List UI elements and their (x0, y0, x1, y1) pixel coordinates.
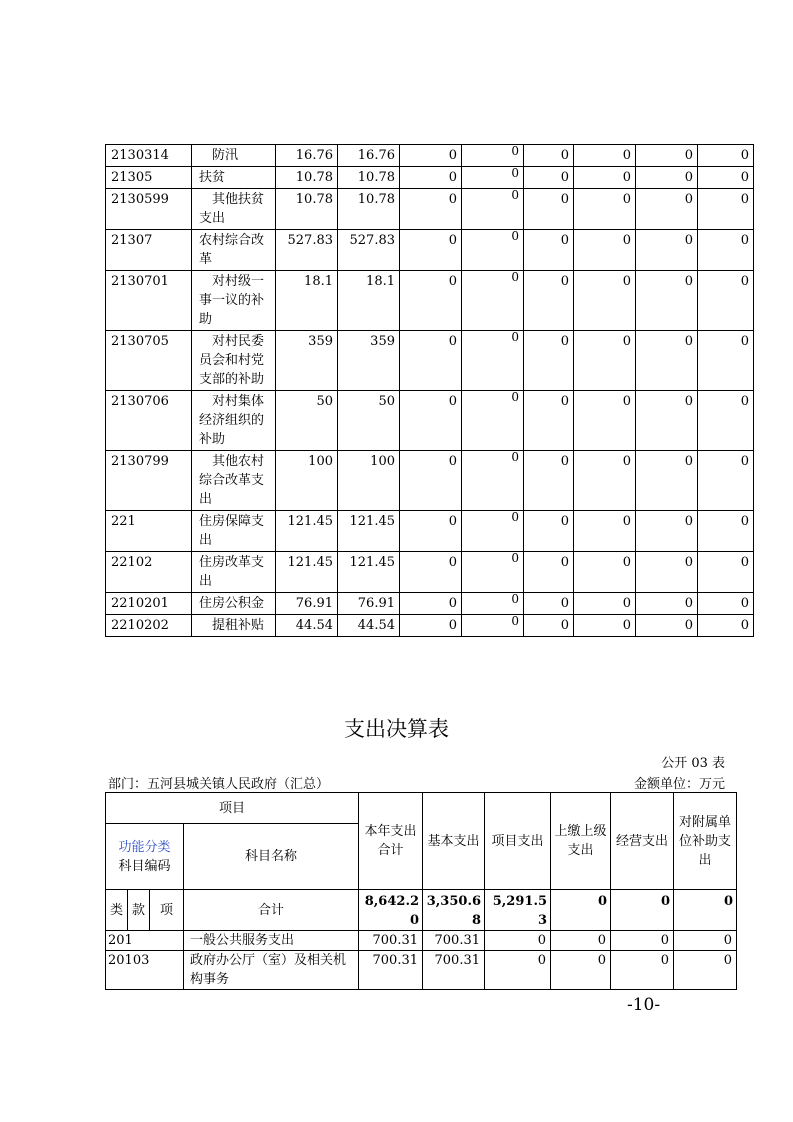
row-code: 2130701 (106, 271, 192, 331)
header-business: 经营支出 (611, 793, 674, 890)
row-subsidy: 0 (674, 931, 737, 951)
row-value: 0 (524, 511, 574, 552)
row-value: 0 (636, 189, 698, 230)
row-name: 提租补贴 (192, 615, 276, 637)
row-value: 0 (524, 271, 574, 331)
row-value-text: 0 (511, 510, 519, 524)
row-total: 10.78 (276, 167, 338, 189)
row-value: 0 (698, 167, 754, 189)
row-value: 0 (574, 271, 636, 331)
header-subsidy: 对附属单位补助支出 (674, 793, 737, 890)
table-row (106, 552, 754, 593)
row-value (462, 511, 524, 552)
row-project: 0 (400, 451, 462, 511)
row-project: 0 (485, 951, 551, 990)
row-value: 0 (574, 167, 636, 189)
table-row (106, 391, 754, 451)
header-kuan: 款 (128, 890, 150, 931)
row-value (462, 167, 524, 189)
row-code: 221 (106, 511, 192, 552)
row-value: 0 (524, 391, 574, 451)
row-value: 0 (698, 451, 754, 511)
row-code: 2210201 (106, 593, 192, 615)
row-project: 0 (400, 593, 462, 615)
row-name: 住房改革支出 (192, 552, 276, 593)
row-value: 0 (574, 552, 636, 593)
row-value: 0 (524, 230, 574, 271)
row-total: 76.91 (276, 593, 338, 615)
row-code: 22102 (106, 552, 192, 593)
row-name: 住房公积金 (192, 593, 276, 615)
row-name: 对村集体经济组织的补助 (192, 391, 276, 451)
row-value-text: 0 (511, 450, 519, 464)
total-label: 合计 (184, 890, 359, 931)
row-name: 对村民委员会和村党支部的补助 (192, 331, 276, 391)
row-value: 0 (524, 552, 574, 593)
row-total: 700.31 (359, 931, 423, 951)
header-function-class (106, 824, 184, 890)
row-total: 700.31 (359, 951, 423, 990)
row-code: 2130705 (106, 331, 192, 391)
row-code: 201 (106, 931, 184, 951)
row-code: 21305 (106, 167, 192, 189)
row-value: 0 (636, 230, 698, 271)
row-basic: 527.83 (338, 230, 400, 271)
row-total: 359 (276, 331, 338, 391)
row-value (462, 145, 524, 167)
row-subsidy: 0 (674, 951, 737, 990)
row-value: 0 (524, 145, 574, 167)
row-code: 2210202 (106, 615, 192, 637)
header-project: 项目支出 (485, 793, 551, 890)
row-total: 16.76 (276, 145, 338, 167)
table-row (106, 189, 754, 230)
row-value-text: 0 (511, 229, 519, 243)
row-basic: 700.31 (423, 931, 485, 951)
row-total: 18.1 (276, 271, 338, 331)
amount-unit-label: 金额单位：万元 (633, 777, 725, 792)
row-business: 0 (611, 931, 674, 951)
row-value: 0 (698, 511, 754, 552)
table-row (106, 271, 754, 331)
total-value: 0 (674, 890, 737, 931)
row-value: 0 (574, 615, 636, 637)
header-subject-name: 科目名称 (184, 824, 359, 890)
row-name: 住房保障支出 (192, 511, 276, 552)
row-value-text: 0 (511, 270, 519, 284)
row-project: 0 (400, 145, 462, 167)
header-total: 本年支出合计 (359, 793, 423, 890)
row-project: 0 (400, 552, 462, 593)
row-value-text: 0 (511, 144, 519, 158)
row-value-text: 0 (511, 551, 519, 565)
row-value: 0 (698, 615, 754, 637)
row-project: 0 (485, 931, 551, 951)
row-project: 0 (400, 391, 462, 451)
row-basic: 100 (338, 451, 400, 511)
row-basic: 10.78 (338, 167, 400, 189)
row-code: 2130599 (106, 189, 192, 230)
row-value (462, 391, 524, 451)
row-name: 防汛 (192, 145, 276, 167)
row-value: 0 (574, 593, 636, 615)
row-total: 121.45 (276, 511, 338, 552)
row-code: 21307 (106, 230, 192, 271)
row-value: 0 (574, 511, 636, 552)
row-code: 20103 (106, 951, 184, 990)
row-value: 0 (698, 391, 754, 451)
row-project: 0 (400, 615, 462, 637)
table-row (106, 511, 754, 552)
total-value: 5,291.53 (485, 890, 551, 931)
header-subject-code-label: 科目编码 (118, 858, 171, 874)
row-value: 0 (574, 230, 636, 271)
row-basic: 121.45 (338, 552, 400, 593)
page-number: -10- (627, 995, 661, 1015)
row-value-text: 0 (511, 166, 519, 180)
row-value: 0 (524, 189, 574, 230)
row-code: 2130706 (106, 391, 192, 451)
row-value: 0 (698, 331, 754, 391)
row-basic: 18.1 (338, 271, 400, 331)
row-name: 政府办公厅（室）及相关机构事务 (184, 951, 359, 990)
table-row (106, 593, 754, 615)
table-row (106, 451, 754, 511)
row-basic: 10.78 (338, 189, 400, 230)
row-basic: 700.31 (423, 951, 485, 990)
row-value: 0 (636, 615, 698, 637)
row-name: 农村综合改革 (192, 230, 276, 271)
row-value: 0 (636, 511, 698, 552)
row-basic: 16.76 (338, 145, 400, 167)
row-project: 0 (400, 271, 462, 331)
row-upper: 0 (551, 931, 611, 951)
row-value: 0 (524, 331, 574, 391)
row-total: 10.78 (276, 189, 338, 230)
row-name: 扶贫 (192, 167, 276, 189)
row-value: 0 (636, 331, 698, 391)
page-title: 支出决算表 (344, 717, 449, 741)
row-business: 0 (611, 951, 674, 990)
row-value: 0 (636, 271, 698, 331)
row-value: 0 (574, 145, 636, 167)
row-value: 0 (574, 331, 636, 391)
row-value (462, 331, 524, 391)
total-value: 0 (551, 890, 611, 931)
row-value: 0 (636, 145, 698, 167)
row-upper: 0 (551, 951, 611, 990)
row-value (462, 552, 524, 593)
row-name: 对村级一事一议的补助 (192, 271, 276, 331)
row-project: 0 (400, 189, 462, 230)
row-name: 一般公共服务支出 (184, 931, 359, 951)
row-total: 527.83 (276, 230, 338, 271)
table-row (106, 230, 754, 271)
row-value: 0 (524, 615, 574, 637)
row-total: 121.45 (276, 552, 338, 593)
row-name: 其他扶贫支出 (192, 189, 276, 230)
table-row (106, 167, 754, 189)
row-value: 0 (698, 230, 754, 271)
row-basic: 44.54 (338, 615, 400, 637)
department-label: 部门：五河县城关镇人民政府（汇总） (108, 777, 330, 792)
table-row (106, 615, 754, 637)
row-value: 0 (524, 167, 574, 189)
row-value: 0 (636, 451, 698, 511)
row-value-text: 0 (511, 188, 519, 202)
row-value: 0 (574, 189, 636, 230)
table-row (106, 331, 754, 391)
row-project: 0 (400, 331, 462, 391)
row-value: 0 (574, 391, 636, 451)
row-value: 0 (698, 145, 754, 167)
row-basic: 121.45 (338, 511, 400, 552)
row-value: 0 (636, 391, 698, 451)
row-basic: 76.91 (338, 593, 400, 615)
row-value: 0 (698, 552, 754, 593)
header-basic: 基本支出 (423, 793, 485, 890)
expenditure-final-accounts-table (105, 792, 737, 990)
row-project: 0 (400, 230, 462, 271)
row-value: 0 (574, 451, 636, 511)
row-value: 0 (698, 189, 754, 230)
row-code: 2130314 (106, 145, 192, 167)
row-value: 0 (524, 451, 574, 511)
row-total: 50 (276, 391, 338, 451)
row-total: 44.54 (276, 615, 338, 637)
expenditure-continuation-table (105, 144, 754, 637)
header-upper: 上缴上级支出 (551, 793, 611, 890)
total-value: 0 (611, 890, 674, 931)
row-value (462, 451, 524, 511)
row-code: 2130799 (106, 451, 192, 511)
row-value (462, 230, 524, 271)
row-value (462, 593, 524, 615)
header-lei: 类 (106, 890, 128, 931)
header-func-class-label: 功能分类 (118, 839, 171, 855)
row-value-text: 0 (511, 592, 519, 606)
form-number: 公开 03 表 (661, 756, 725, 771)
row-value-text: 0 (511, 330, 519, 344)
table-row (106, 145, 754, 167)
total-value: 8,642.20 (359, 890, 423, 931)
row-value: 0 (698, 271, 754, 331)
row-value (462, 271, 524, 331)
header-xiang: 项 (150, 890, 184, 931)
row-value: 0 (636, 593, 698, 615)
row-basic: 50 (338, 391, 400, 451)
row-value: 0 (636, 552, 698, 593)
row-total: 100 (276, 451, 338, 511)
row-value (462, 615, 524, 637)
row-value: 0 (698, 593, 754, 615)
row-project: 0 (400, 167, 462, 189)
total-value: 3,350.68 (423, 890, 485, 931)
header-item: 项目 (106, 793, 359, 824)
row-value: 0 (636, 167, 698, 189)
row-value (462, 189, 524, 230)
row-value: 0 (524, 593, 574, 615)
row-project: 0 (400, 511, 462, 552)
row-name: 其他农村综合改革支出 (192, 451, 276, 511)
row-basic: 359 (338, 331, 400, 391)
row-value-text: 0 (511, 390, 519, 404)
row-value-text: 0 (511, 614, 519, 628)
